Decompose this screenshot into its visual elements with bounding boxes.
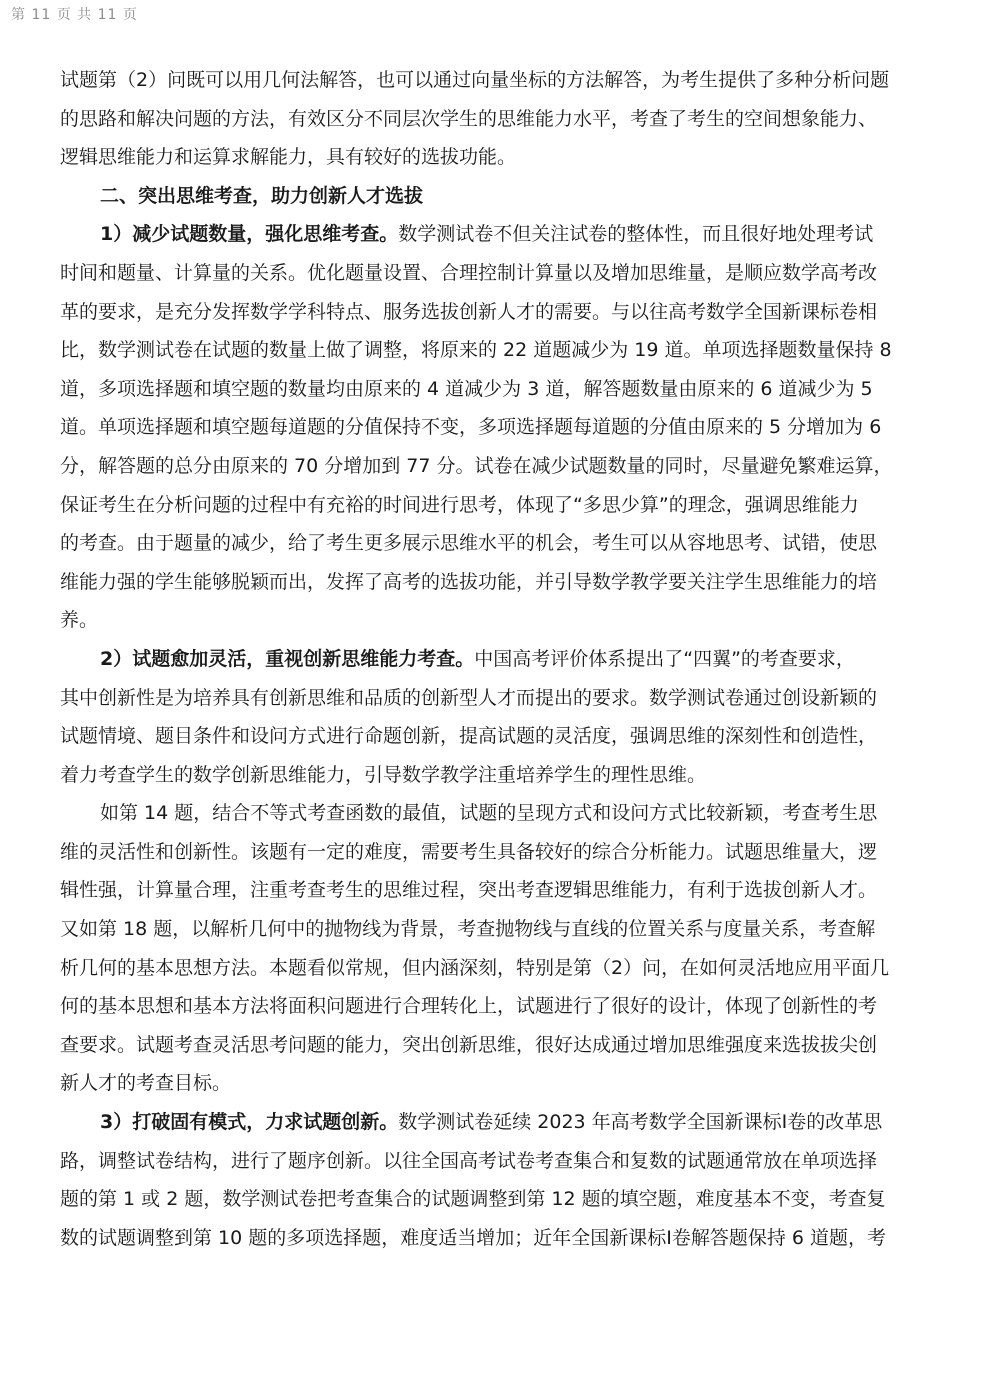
text-line: 比，数学测试卷在试题的数量上做了调整，将原来的 22 道题减少为 19 道。单项选择题数量保持 8 bbox=[60, 339, 892, 362]
text-line: 着力考查学生的数学创新思维能力，引导数学教学注重培养学生的理性思维。 bbox=[60, 763, 707, 786]
text-line: 又如第 18 题，以解析几何中的抛物线为背景，考查抛物线与直线的位置关系与度量关系，考查解 bbox=[60, 918, 876, 941]
text-line: 数的试题调整到第 10 题的多项选择题，难度适当增加；近年全国新课标Ⅰ卷解答题保持 6 道题，考 bbox=[60, 1226, 887, 1249]
paragraph-start-line: 3）打破固有模式，力求试题创新。数学测试卷延续 2023 年高考数学全国新课标Ⅰ卷的改革思 bbox=[100, 1111, 883, 1134]
text-line: 新人才的考查目标。 bbox=[60, 1072, 232, 1095]
text-line: 的思路和解决问题的方法，有效区分不同层次学生的思维能力水平，考查了考生的空间想象能力、 bbox=[60, 107, 878, 130]
text-line: 逻辑思维能力和运算求解能力，具有较好的选拔功能。 bbox=[60, 146, 517, 169]
subheading: 3）打破固有模式，力求试题创新。 bbox=[100, 1111, 399, 1134]
text-line: 革的要求，是充分发挥数学学科特点、服务选拔创新人才的需要。与以往高考数学全国新课标卷相 bbox=[60, 300, 878, 323]
paragraph-start-line: 2）试题愈加灵活，重视创新思维能力考查。中国高考评价体系提出了“四翼”的考查要求， bbox=[100, 647, 855, 670]
text-line: 分，解答题的总分由原来的 70 分增加到 77 分。试卷在减少试题数量的同时，尽量避免繁难运算， bbox=[60, 454, 893, 477]
text-line: 维的灵活性和创新性。该题有一定的难度，需要考生具备较好的综合分析能力。试题思维量大，逻 bbox=[60, 840, 878, 863]
text-line: 题的第 1 或 2 题，数学测试卷把考查集合的试题调整到第 12 题的填空题，难度基本不变，考查复 bbox=[60, 1188, 886, 1211]
text-line: 查要求。试题考查灵活思考问题的能力，突出创新思维，很好达成通过增加思维强度来选拔拔尖创 bbox=[60, 1033, 878, 1056]
document-body bbox=[60, 61, 930, 1257]
text-line: 辑性强，计算量合理，注重考查考生的思维过程，突出考查逻辑思维能力，有利于选拔创新人才。 bbox=[60, 879, 878, 902]
text-line: 析几何的基本思想方法。本题看似常规，但内涵深刻，特别是第（2）问，在如何灵活地应用平面几 bbox=[60, 956, 890, 979]
text-line: 养。 bbox=[60, 609, 99, 632]
text-line: 道，多项选择题和填空题的数量均由原来的 4 道减少为 3 道，解答题数量由原来的 6 道减少为 5 bbox=[60, 377, 873, 400]
text-line: 试题第（2）问既可以用几何法解答，也可以通过向量坐标的方法解答，为考生提供了多种分析问题 bbox=[60, 69, 890, 91]
text-line: 路，调整试卷结构，进行了题序创新。以往全国高考试卷考查集合和复数的试题通常放在单项选择 bbox=[60, 1149, 878, 1172]
subheading: 2）试题愈加灵活，重视创新思维能力考查。 bbox=[100, 647, 475, 670]
page-indicator: 第 11 页 共 11 页 bbox=[11, 7, 138, 23]
text-line: 保证考生在分析问题的过程中有充裕的时间进行思考，体现了“多思少算”的理念，强调思维能力 bbox=[60, 493, 859, 516]
text-line: 其中创新性是为培养具有创新思维和品质的创新型人才而提出的要求。数学测试卷通过创设新颖的 bbox=[60, 686, 878, 709]
text-line: 的考查。由于题量的减少，给了考生更多展示思维水平的机会，考生可以从容地思考、试错，使思 bbox=[60, 532, 878, 555]
text-line: 何的基本思想和基本方法将面积问题进行合理转化上，试题进行了很好的设计，体现了创新性的考 bbox=[60, 995, 878, 1018]
section-heading: 二、突出思维考查，助力创新人才选拔 bbox=[100, 184, 424, 207]
subheading: 1）减少试题数量，强化思维考查。 bbox=[100, 223, 399, 246]
text-line: 时间和题量、计算量的关系。优化题量设置、合理控制计算量以及增加思维量，是顺应数学高考改 bbox=[60, 261, 878, 284]
text-line: 道。单项选择题和填空题每道题的分值保持不变，多项选择题每道题的分值由原来的 5 分增加为 6 bbox=[60, 416, 882, 439]
paragraph-start-line: 如第 14 题，结合不等式考查函数的最值，试题的呈现方式和设问方式比较新颖，考查考生思 bbox=[100, 802, 878, 825]
text-line: 试题情境、题目条件和设问方式进行命题创新，提高试题的灵活度，强调思维的深刻性和创造性， bbox=[60, 725, 878, 748]
text-line: 维能力强的学生能够脱颖而出，发挥了高考的选拔功能，并引导数学教学要关注学生思维能力的培 bbox=[60, 570, 878, 593]
paragraph-start-line: 1）减少试题数量，强化思维考查。数学测试卷不但关注试卷的整体性，而且很好地处理考试 bbox=[100, 223, 874, 246]
